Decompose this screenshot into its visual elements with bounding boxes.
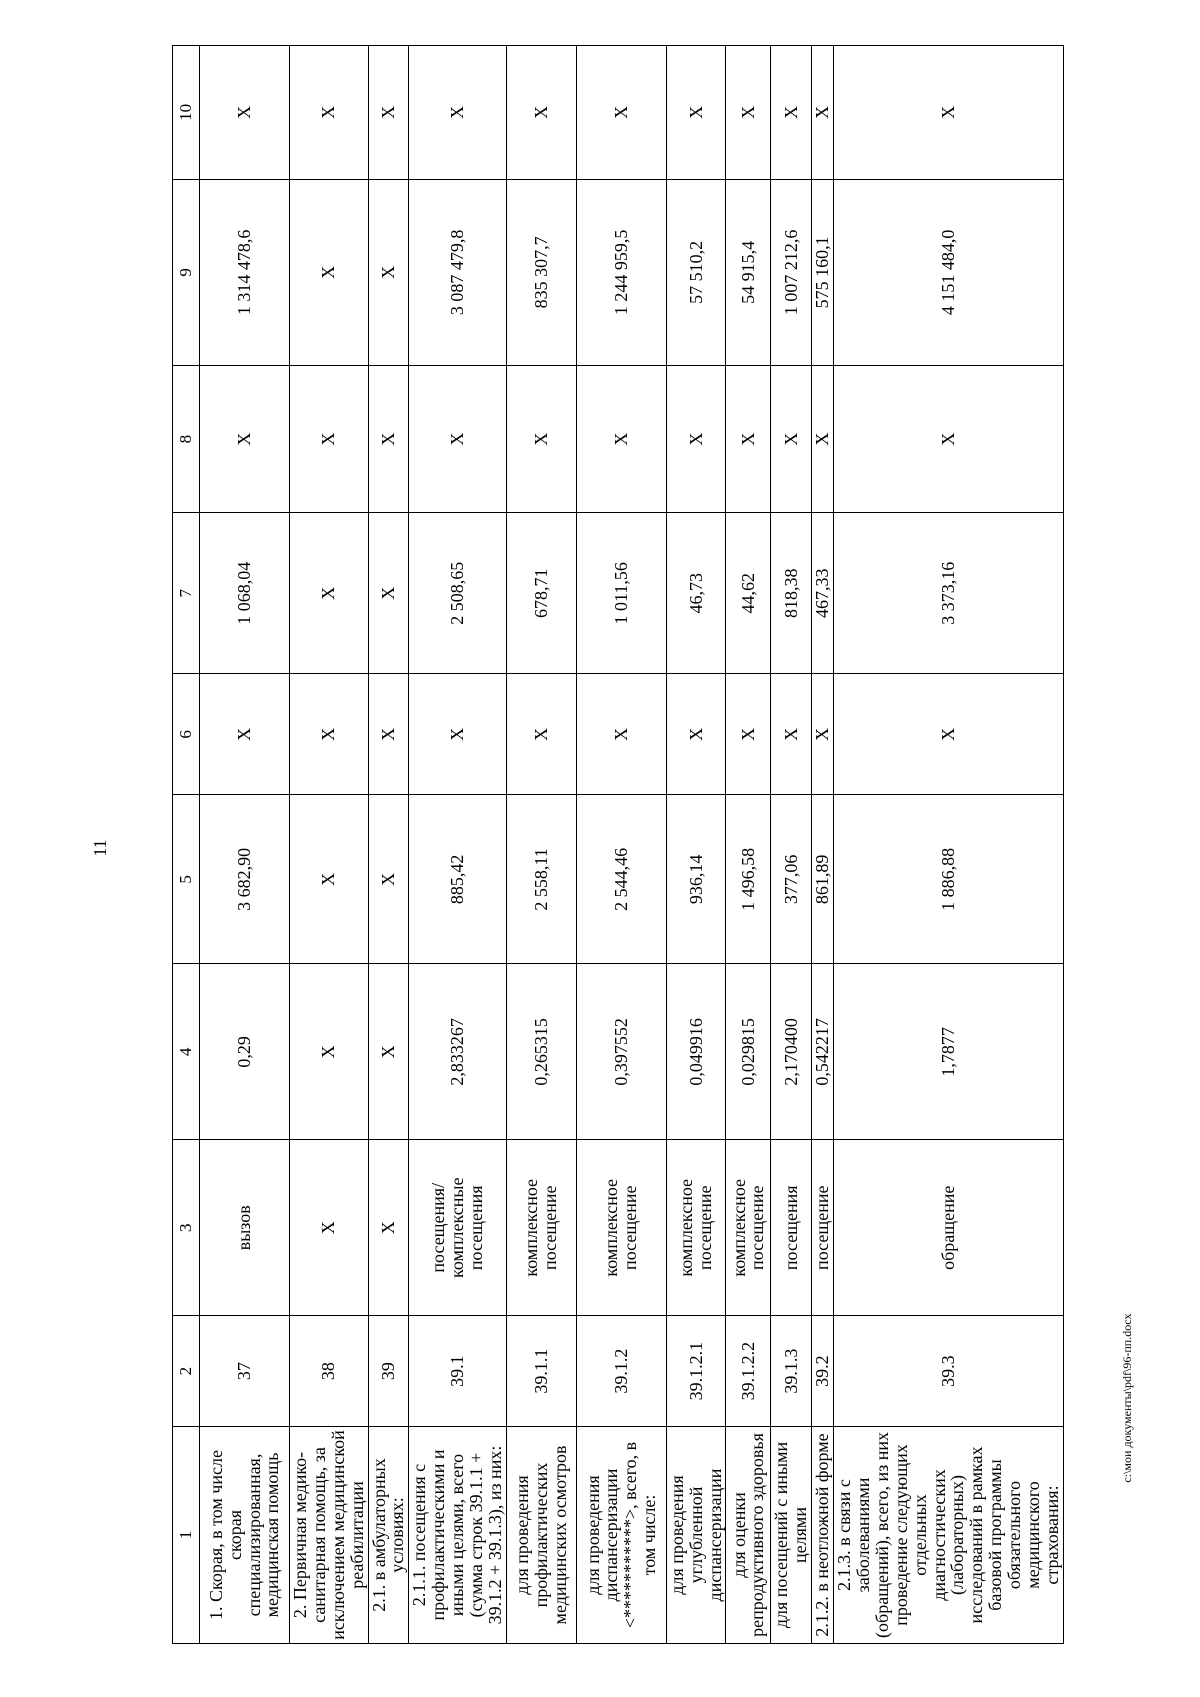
column-header: 6 (173, 674, 200, 795)
table-cell: 54 915,4 (726, 179, 771, 365)
table-cell: 2. Первичная медико-санитарная помощь, за исключением медицинской реабилитации (290, 1426, 369, 1643)
table-cell: 3 373,16 (834, 513, 1064, 674)
table-cell: 39.1.2.2 (726, 1316, 771, 1427)
table-cell: 2 558,11 (506, 795, 576, 964)
table-cell: 0,397552 (576, 964, 666, 1140)
column-header: 4 (173, 964, 200, 1140)
table-cell: для проведения диспансеризации <***********>, всего, в том числе: (576, 1426, 666, 1643)
table-cell: X (506, 674, 576, 795)
table-cell: 57 510,2 (666, 179, 726, 365)
table-cell: X (368, 46, 409, 180)
table-cell: X (409, 674, 506, 795)
table-cell: X (726, 674, 771, 795)
table-row (576, 46, 666, 1644)
table-cell: 377,06 (771, 795, 812, 964)
table-cell: комплексное посещение (666, 1140, 726, 1316)
table-cell: 38 (290, 1316, 369, 1427)
footer-path: c:\мои документы\pdf\96-пп.docx (1120, 1313, 1134, 1483)
table-cell: 1 068,04 (200, 513, 290, 674)
table-cell: 2,170400 (771, 964, 812, 1140)
column-header: 3 (173, 1140, 200, 1316)
table-cell: обращение (834, 1140, 1064, 1316)
table-cell: X (726, 46, 771, 180)
table-cell: X (576, 365, 666, 512)
table-row (812, 46, 834, 1644)
table-cell: 467,33 (812, 513, 834, 674)
table-cell: X (666, 365, 726, 512)
table-cell: 1 496,58 (726, 795, 771, 964)
table-cell: X (368, 1140, 409, 1316)
table-cell: 2,833267 (409, 964, 506, 1140)
table-cell: 39.1 (409, 1316, 506, 1427)
table-cell: X (290, 1140, 369, 1316)
table-cell: 46,73 (666, 513, 726, 674)
table-cell: 575 160,1 (812, 179, 834, 365)
table-cell: 885,42 (409, 795, 506, 964)
table-cell: X (409, 46, 506, 180)
table-cell: X (409, 365, 506, 512)
table-cell: 4 151 484,0 (834, 179, 1064, 365)
table-row (666, 46, 726, 1644)
table-body (173, 46, 1064, 1644)
table-cell: 678,71 (506, 513, 576, 674)
table-cell: вызов (200, 1140, 290, 1316)
table-cell: 39.1.2.1 (666, 1316, 726, 1427)
table-cell: 0,29 (200, 964, 290, 1140)
table-cell: X (290, 46, 369, 180)
table-cell: 2.1.3. в связи с заболеваниями (обращений), всего, из них проведение следующих отдельных диагностических (лабораторных) исследований в рамках базовой программы обязательного медицинского страхования: (834, 1426, 1064, 1643)
table-cell: X (666, 674, 726, 795)
table-cell: 1. Скорая, в том числе скорая специализированная, медицинская помощь (200, 1426, 290, 1643)
table-cell: X (290, 795, 369, 964)
table-cell: 1 007 212,6 (771, 179, 812, 365)
table-cell: 1,7877 (834, 964, 1064, 1140)
table-row (834, 46, 1064, 1644)
table-cell: X (771, 674, 812, 795)
rotated-table-container (172, 45, 1062, 1644)
table-cell: 2 544,46 (576, 795, 666, 964)
table-cell: 39.3 (834, 1316, 1064, 1427)
table-cell: X (290, 674, 369, 795)
table-cell: 0,265315 (506, 964, 576, 1140)
table-row (200, 46, 290, 1644)
table-cell: X (506, 365, 576, 512)
table-cell: X (200, 365, 290, 512)
table-cell: X (771, 46, 812, 180)
column-header: 5 (173, 795, 200, 964)
table-cell: посещение (812, 1140, 834, 1316)
table-cell: 936,14 (666, 795, 726, 964)
table-cell: X (368, 179, 409, 365)
table-cell: X (368, 795, 409, 964)
column-header: 8 (173, 365, 200, 512)
table-cell: X (834, 365, 1064, 512)
table-cell: 3 682,90 (200, 795, 290, 964)
table-cell: 2.1.2. в неотложной форме (812, 1426, 834, 1643)
table-cell: 39.1.3 (771, 1316, 812, 1427)
table-cell: X (812, 365, 834, 512)
table-cell: 39.1.2 (576, 1316, 666, 1427)
table-cell: 0,542217 (812, 964, 834, 1140)
table-cell: X (368, 365, 409, 512)
table-cell: X (576, 46, 666, 180)
table-cell: X (726, 365, 771, 512)
column-header: 10 (173, 46, 200, 180)
table-cell: X (576, 674, 666, 795)
table-cell: комплексное посещение (576, 1140, 666, 1316)
table-cell: 37 (200, 1316, 290, 1427)
table-row (726, 46, 771, 1644)
table-cell: X (290, 365, 369, 512)
table-row (290, 46, 369, 1644)
table-cell: 1 314 478,6 (200, 179, 290, 365)
table-cell: 39.2 (812, 1316, 834, 1427)
table-cell: для проведения профилактических медицинских осмотров (506, 1426, 576, 1643)
table-cell: 0,029815 (726, 964, 771, 1140)
table-cell: посещения (771, 1140, 812, 1316)
page-number: 11 (90, 839, 110, 857)
column-header: 2 (173, 1316, 200, 1427)
table-wrapper (172, 45, 1062, 1644)
table-cell: 1 244 959,5 (576, 179, 666, 365)
table-cell: для оценки репродуктивного здоровья (726, 1426, 771, 1643)
table-cell: 3 087 479,8 (409, 179, 506, 365)
table-cell: X (812, 674, 834, 795)
table-cell: X (368, 513, 409, 674)
table-cell: X (834, 674, 1064, 795)
table-cell: для посещений с иными целями (771, 1426, 812, 1643)
table-cell: для проведения углубленной диспансеризации (666, 1426, 726, 1643)
table-row (368, 46, 409, 1644)
table-row (506, 46, 576, 1644)
table-cell: посещения/ комплексные посещения (409, 1140, 506, 1316)
table-cell: комплексное посещение (506, 1140, 576, 1316)
table-cell: X (368, 964, 409, 1140)
table-cell: X (200, 46, 290, 180)
tariff-table (172, 45, 1064, 1644)
table-cell: 861,89 (812, 795, 834, 964)
header-row (173, 46, 200, 1644)
table-cell: 39 (368, 1316, 409, 1427)
table-cell: X (290, 179, 369, 365)
table-cell: комплексное посещение (726, 1140, 771, 1316)
table-row (409, 46, 506, 1644)
table-cell: 39.1.1 (506, 1316, 576, 1427)
table-cell: X (200, 674, 290, 795)
table-cell: 0,049916 (666, 964, 726, 1140)
column-header: 9 (173, 179, 200, 365)
table-row (771, 46, 812, 1644)
table-cell: X (290, 513, 369, 674)
table-cell: 1 886,88 (834, 795, 1064, 964)
table-cell: 44,62 (726, 513, 771, 674)
column-header: 1 (173, 1426, 200, 1643)
table-cell: 835 307,7 (506, 179, 576, 365)
table-cell: 818,38 (771, 513, 812, 674)
table-cell: X (506, 46, 576, 180)
table-cell: X (290, 964, 369, 1140)
table-cell: X (771, 365, 812, 512)
column-header: 7 (173, 513, 200, 674)
table-cell: X (368, 674, 409, 795)
table-cell: 2.1.1. посещения с профилактическими и иными целями, всего (сумма строк 39.1.1 + 39.1.2 + 39.1.3), из них: (409, 1426, 506, 1643)
table-cell: X (834, 46, 1064, 180)
table-cell: 2.1. в амбулаторных условиях: (368, 1426, 409, 1643)
table-cell: X (666, 46, 726, 180)
table-cell: 2 508,65 (409, 513, 506, 674)
table-cell: 1 011,56 (576, 513, 666, 674)
table-cell: X (812, 46, 834, 180)
